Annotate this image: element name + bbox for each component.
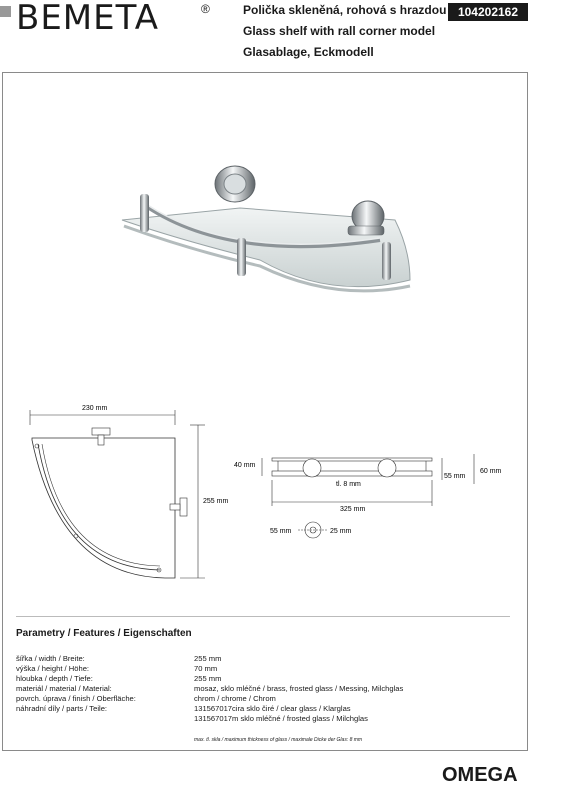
total-height-label: 60 mm <box>480 468 502 475</box>
param-row <box>16 714 403 724</box>
param-label: hloubka / depth / Tiefe: <box>16 674 93 683</box>
front-width-label: 325 mm <box>340 506 366 513</box>
param-value: 255 mm <box>194 674 222 683</box>
front-height-label: 40 mm <box>234 462 256 469</box>
logo-square-icon <box>0 6 11 17</box>
rosette-depth-label: 25 mm <box>330 528 352 535</box>
product-photo <box>110 150 420 310</box>
registered-mark: ® <box>201 2 210 16</box>
product-code-badge: 104202162 <box>448 3 528 21</box>
title-en: Glass shelf with rall corner model <box>243 24 436 38</box>
param-label: šířka / width / Breite: <box>16 654 85 663</box>
param-row <box>16 684 403 694</box>
param-row <box>16 704 403 714</box>
param-value: 255 mm <box>194 654 222 663</box>
param-value: 131567017cira sklo čiré / clear glass / Klarglas <box>194 704 351 713</box>
param-label: povrch. úprava / finish / Oberfläche: <box>16 694 136 703</box>
top-depth-label: 255 mm <box>203 498 229 505</box>
rosette-drawing <box>268 515 378 545</box>
param-label: náhradní díly / parts / Teile: <box>16 704 108 713</box>
param-value: chrom / chrome / Chrom <box>194 694 276 703</box>
param-value: 131567017m sklo mléčné / frosted glass / Milchglas <box>194 714 368 723</box>
title-de: Glasablage, Eckmodell <box>243 45 374 59</box>
brand-name: BEMETA <box>16 0 160 38</box>
glass-thickness-note: max. tl. skla / maximum thickness of glass / maximale Dicke der Glas: 8 mm <box>194 737 363 743</box>
param-value: mosaz, sklo mléčné / brass, frosted glass / Messing, Milchglas <box>194 684 404 693</box>
top-view-drawing <box>20 400 240 590</box>
rosette-diameter-label: 55 mm <box>270 528 292 535</box>
title-cs: Polička skleněná, rohová s hrazdou <box>243 3 447 17</box>
params-heading: Parametry / Features / Eigenschaften <box>16 628 192 639</box>
product-titles <box>243 0 446 63</box>
param-row <box>16 674 403 684</box>
param-value: 70 mm <box>194 664 218 673</box>
mount-height-label: 55 mm <box>444 473 466 480</box>
param-row <box>16 654 403 664</box>
param-row <box>16 694 403 704</box>
param-label <box>16 714 194 724</box>
brand-logo <box>0 2 230 38</box>
param-label: výška / height / Höhe: <box>16 664 90 673</box>
section-divider <box>16 616 510 617</box>
param-label: materiál / material / Material: <box>16 684 112 693</box>
glass-thickness-label: tl. 8 mm <box>336 481 361 488</box>
params-table <box>16 654 403 724</box>
top-width-label: 230 mm <box>82 405 108 412</box>
param-row <box>16 664 403 674</box>
series-name: OMEGA <box>442 764 518 786</box>
